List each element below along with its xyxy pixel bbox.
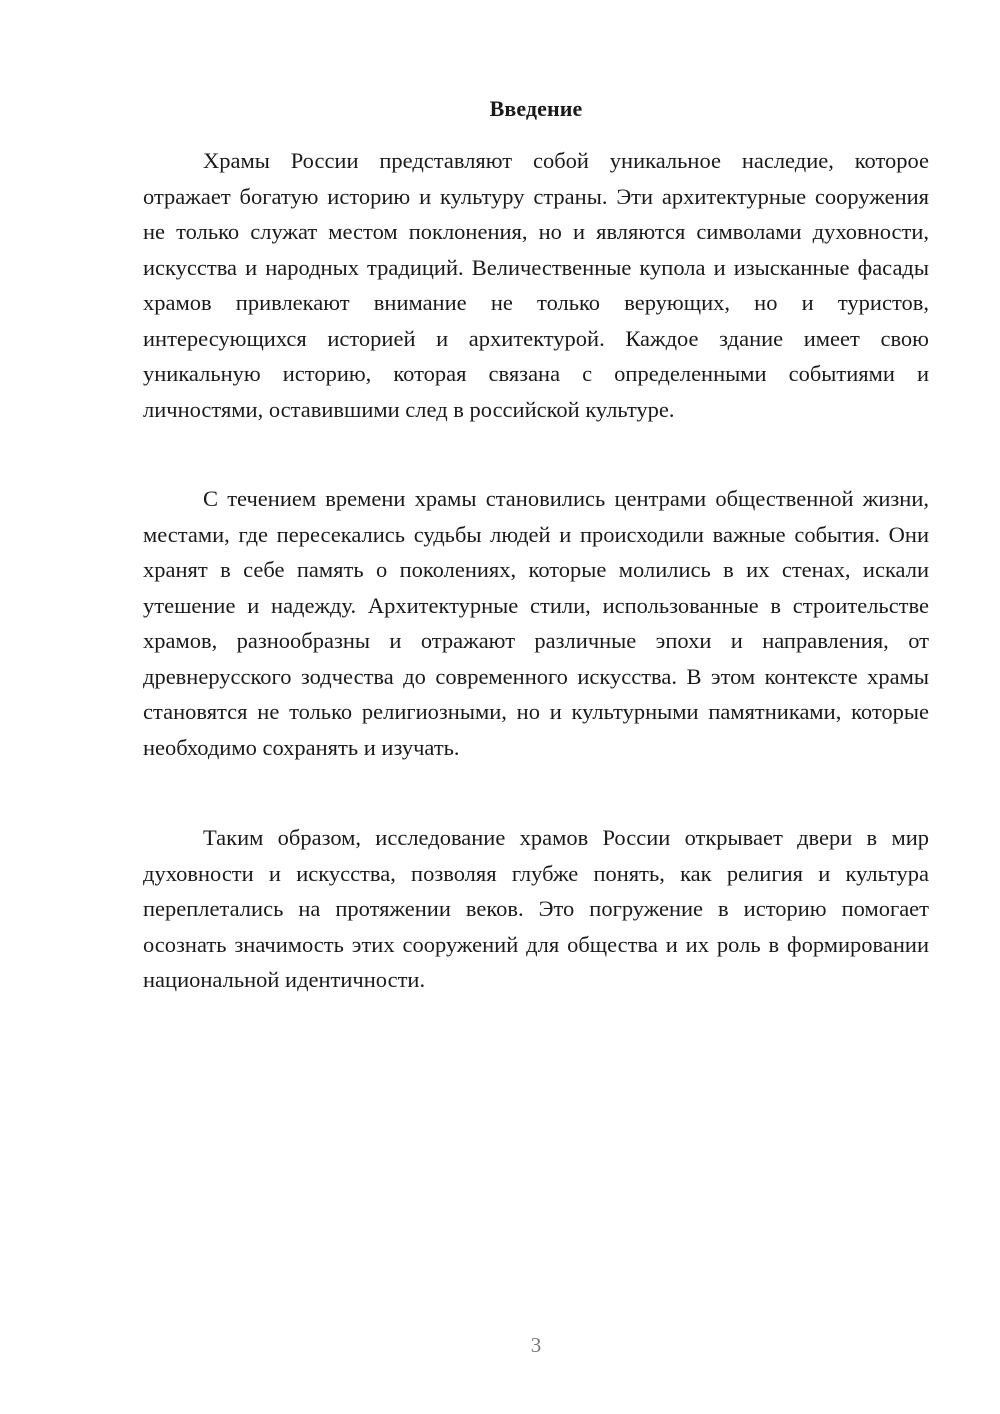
page-number: 3 — [530, 1333, 542, 1357]
paragraph-1: Храмы России представляют собой уникальное наследие, которое отражает богатую историю и культуру страны. Эти архитектурные сооружения не только служат местом поклонения, но и являются символами духовности, искусства и народных традиций. Величественные купола и изысканные фасады храмов привлекают внимание не только верующих, но и туристов, интересующихся историей и архитектурой. Каждое здание имеет свою уникальную историю, которая связана с определенными событиями и личностями, оставившими след в российской культуре. — [143, 148, 929, 422]
paragraph-3: Таким образом, исследование храмов России открывает двери в мир духовности и искусства, позволяя глубже понять, как религия и культура переплетались на протяжении веков. Это погружение в историю помогает осознать значимость этих сооружений для общества и их роль в формировании национальной идентичности. — [143, 825, 929, 992]
section-title: Введение — [489, 96, 583, 121]
paragraph-2: С течением времени храмы становились центрами общественной жизни, местами, где пересекались судьбы людей и происходили важные события. Они хранят в себе память о поколениях, которые молились в их стенах, искали утешение и надежду. Архитектурные стили, использованные в строительстве храмов, разнообразны и отражают различные эпохи и направления, от древнерусского зодчества до современного искусства. В этом контексте храмы становятся не только религиозными, но и культурными памятниками, которые необходимо сохранять и изучать. — [143, 486, 929, 760]
paragraph-container — [143, 481, 929, 765]
paragraph-container — [143, 143, 929, 427]
paragraph-container — [143, 820, 929, 998]
